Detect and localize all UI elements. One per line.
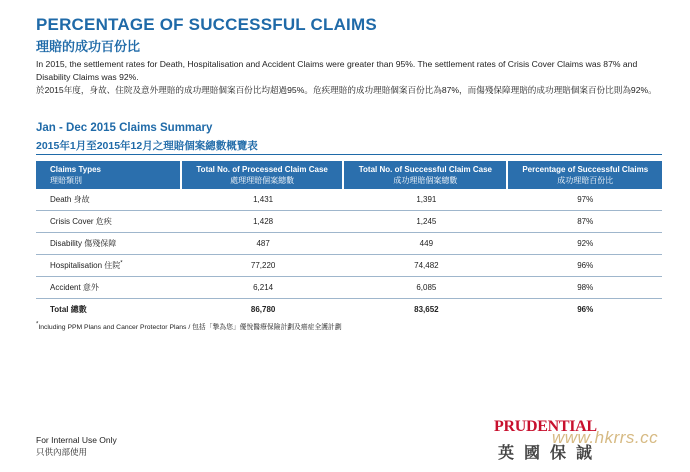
header-en: Percentage of Successful Claims bbox=[522, 165, 649, 174]
intro-text bbox=[36, 58, 666, 97]
table-row bbox=[36, 233, 662, 255]
processed-count: 77,220 bbox=[182, 255, 344, 277]
total-successful: 83,652 bbox=[414, 305, 439, 314]
section-title-zh: 2015年1月至2015年12月之理賠個案總數概覽表 bbox=[36, 140, 258, 152]
success-percentage: 98% bbox=[508, 277, 662, 299]
page-title: PERCENTAGE OF SUCCESSFUL CLAIMS bbox=[36, 15, 377, 34]
success-percentage: 87% bbox=[508, 211, 662, 233]
header-zh: 理賠類別 bbox=[50, 176, 82, 185]
header-claims-types bbox=[36, 161, 182, 189]
header-zh: 處理理賠個案總數 bbox=[230, 176, 295, 185]
header-processed bbox=[182, 161, 344, 189]
prudential-logo bbox=[494, 418, 680, 464]
table-row bbox=[36, 277, 662, 299]
table-total-row bbox=[36, 299, 662, 320]
header-en: Claims Types bbox=[50, 165, 101, 174]
claim-type: Accident 意外 bbox=[36, 277, 182, 299]
claims-summary-table bbox=[36, 161, 662, 320]
page-title-zh: 理賠的成功百份比 bbox=[36, 39, 141, 54]
section-divider bbox=[36, 154, 662, 155]
successful-count: 1,391 bbox=[344, 189, 508, 211]
footnote-marker: * bbox=[36, 321, 39, 328]
claim-type: Disability 傷殘保障 bbox=[36, 233, 182, 255]
processed-count: 1,431 bbox=[182, 189, 344, 211]
internal-use-notice bbox=[36, 434, 117, 458]
header-percentage bbox=[508, 161, 662, 189]
successful-count: 1,245 bbox=[344, 211, 508, 233]
header-en: Total No. of Successful Claim Case bbox=[358, 165, 492, 174]
watermark: www.hkrrs.cc bbox=[552, 428, 659, 447]
table-header-row bbox=[36, 161, 662, 189]
successful-count: 449 bbox=[344, 233, 508, 255]
footnote-marker: * bbox=[120, 260, 123, 267]
success-percentage: 92% bbox=[508, 233, 662, 255]
total-percentage: 96% bbox=[577, 305, 594, 314]
claim-type: Death 身故 bbox=[36, 189, 182, 211]
footnote bbox=[36, 321, 342, 331]
processed-count: 487 bbox=[182, 233, 344, 255]
table-row bbox=[36, 211, 662, 233]
intro-zh: 於2015年度，身故、住院及意外理賠的成功理賠個案百份比均超過95%。危疾理賠的成功理賠個案百份比為87%，而傷殘保障理賠的成功理賠個案百份比則為92%。 bbox=[36, 85, 657, 95]
internal-use-zh: 只供內部使用 bbox=[36, 447, 88, 457]
table-row bbox=[36, 189, 662, 211]
header-en: Total No. of Processed Claim Case bbox=[196, 165, 328, 174]
processed-count: 1,428 bbox=[182, 211, 344, 233]
internal-use-en: For Internal Use Only bbox=[36, 435, 117, 445]
logo-text-zh: 英國保誠 bbox=[498, 445, 603, 462]
header-zh: 成功理賠百份比 bbox=[557, 176, 614, 185]
section-title: Jan - Dec 2015 Claims Summary bbox=[36, 122, 213, 134]
processed-count: 6,214 bbox=[182, 277, 344, 299]
logo-text-en: PRUDENTIAL bbox=[494, 418, 597, 435]
footnote-text: Including PPM Plans and Cancer Protector Plans / 包括「摯為您」優悅醫療保險計劃及癌症全護計劃 bbox=[38, 324, 342, 331]
claim-type: Hospitalisation 住院* bbox=[36, 255, 182, 277]
success-percentage: 96% bbox=[508, 255, 662, 277]
header-zh: 成功理賠個案總數 bbox=[393, 176, 458, 185]
total-processed: 86,780 bbox=[250, 305, 276, 314]
successful-count: 74,482 bbox=[344, 255, 508, 277]
intro-en: In 2015, the settlement rates for Death, Hospitalisation and Accident Claims were greater than 95%. The settlement rates of Crisis Cover Claims was 87% and Disability Claims was 92%. bbox=[36, 59, 638, 82]
header-successful bbox=[344, 161, 508, 189]
table-row bbox=[36, 255, 662, 277]
success-percentage: 97% bbox=[508, 189, 662, 211]
total-label: Total 總數 bbox=[50, 305, 87, 314]
successful-count: 6,085 bbox=[344, 277, 508, 299]
claim-type: Crisis Cover 危疾 bbox=[36, 211, 182, 233]
